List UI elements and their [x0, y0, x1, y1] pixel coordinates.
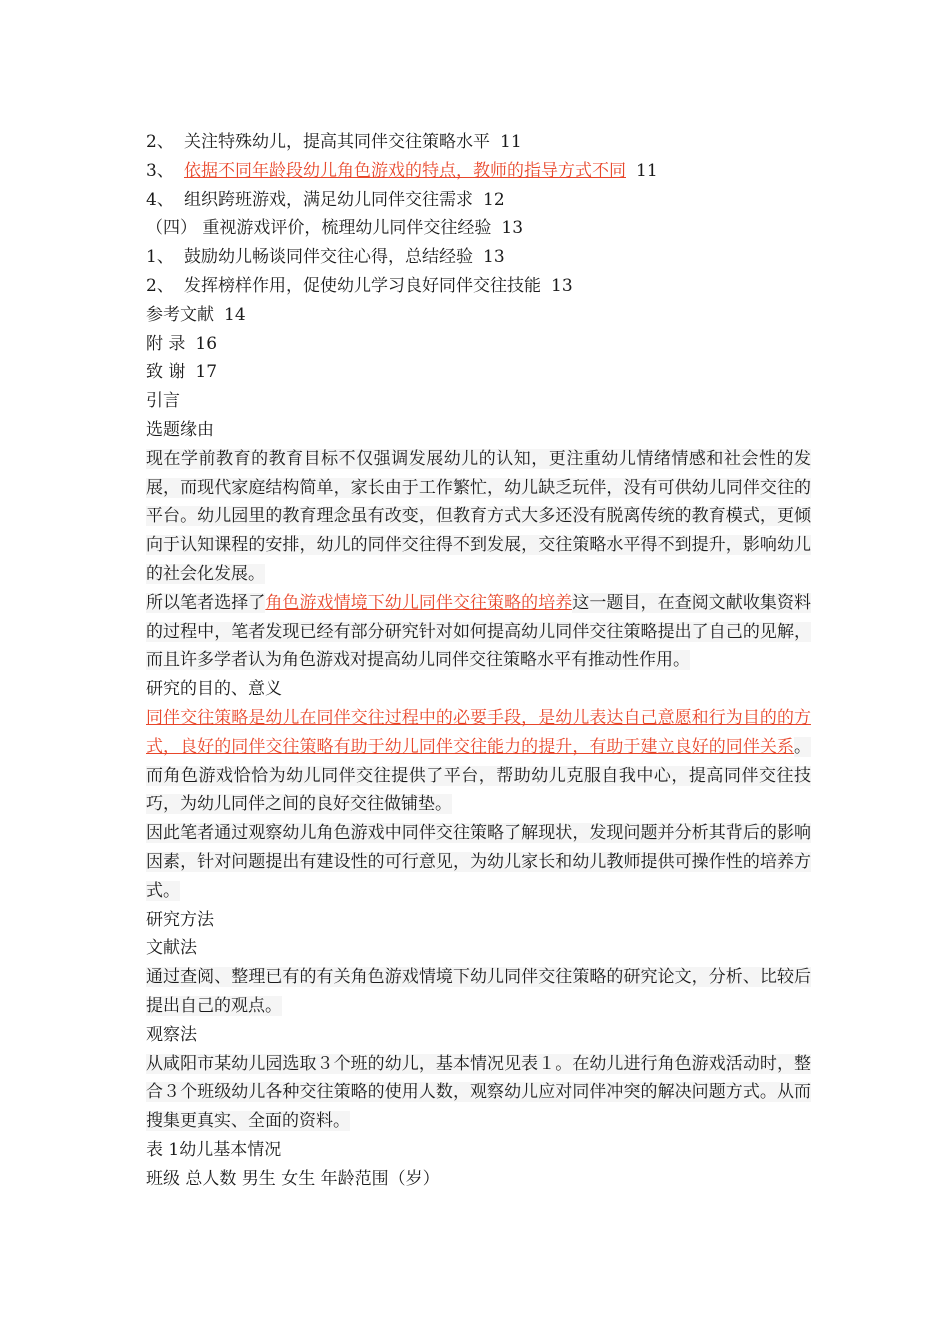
- toc-item-appendix[interactable]: [146, 330, 811, 359]
- table-header-cell: 男生: [241, 1168, 276, 1189]
- toc-section-text: （四） 重视游戏评价，梳理幼儿同伴交往经验: [146, 218, 492, 239]
- paragraph-text: 这一题目，在查阅文献收集资料的过程中，笔者发现已经有部分研究针对如何提高幼儿同伴交往策略提出了自己的见解，而且许多学者认为角色游戏对提高幼儿同伴交往策略水平有推动性作用。: [146, 592, 812, 671]
- toc-text: 参考文献: [146, 304, 214, 325]
- toc-page: 12: [483, 189, 505, 210]
- heading-purpose: 研究的目的、意义: [146, 679, 282, 700]
- toc-number: 2、: [146, 275, 174, 296]
- toc-text: 附 录: [146, 333, 186, 354]
- paragraph: [146, 1050, 811, 1136]
- toc-page: 13: [483, 247, 505, 268]
- paragraph: [146, 445, 811, 589]
- table-header-cell: 女生: [281, 1168, 316, 1189]
- toc-item[interactable]: [146, 272, 811, 301]
- paragraph-text: 现在学前教育的教育目标不仅强调发展幼儿的认知，更注重幼儿情绪情感和社会性的发展，而现代家庭结构简单，家长由于工作繁忙，幼儿缺乏玩伴，没有可供幼儿同伴交往的平台。幼儿园里的教育理念虽有改变，但教育方式大多还没有脱离传统的教育模式，更倾向于认知课程的安排，幼儿的同伴交往得不到发展，交往策略水平得不到提升，影响幼儿的社会化发展。: [146, 448, 811, 584]
- definition-link[interactable]: 同伴交往策略是幼儿在同伴交往过程中的必要手段，是幼儿表达自己意愿和行为目的的方式，良好的同伴交往策略有助于幼儿同伴交往能力的提升，有助于建立良好的同伴关系: [146, 707, 811, 757]
- toc-page: 13: [551, 275, 573, 296]
- table-header-row: [146, 1165, 811, 1194]
- toc-text: 关注特殊幼儿，提高其同伴交往策略水平: [184, 132, 490, 152]
- toc-page: 11: [636, 160, 658, 181]
- table-header-cell: 班级: [146, 1168, 180, 1189]
- toc-item[interactable]: [146, 186, 811, 215]
- heading-methods: 研究方法: [146, 909, 214, 930]
- table-header-cell: 年龄范围（岁）: [320, 1168, 440, 1189]
- toc-text: 组织跨班游戏，满足幼儿同伴交往需求: [184, 189, 473, 210]
- paragraph: [146, 704, 811, 819]
- paragraph: [146, 819, 811, 905]
- paragraph: [146, 589, 811, 675]
- toc-item[interactable]: [146, 157, 811, 186]
- toc-page: 13: [501, 218, 524, 239]
- toc-text: 鼓励幼儿畅谈同伴交往心得，总结经验: [184, 247, 473, 268]
- toc-page: 14: [224, 304, 246, 325]
- toc-item[interactable]: [146, 243, 811, 272]
- table-header-cell: 总人数: [185, 1168, 237, 1189]
- toc-page: 16: [195, 333, 218, 354]
- toc-page: 11: [500, 132, 522, 152]
- paragraph-text: 因此笔者通过观察幼儿角色游戏中同伴交往策略了解现状，发现问题并分析其背后的影响因素，针对问题提出有建设性的可行意见，为幼儿家长和幼儿教师提供可操作性的培养方式。: [146, 823, 811, 901]
- paragraph-text: 通过查阅、整理已有的有关角色游戏情境下幼儿同伴交往策略的研究论文，分析、比较后提出自己的观点。: [146, 967, 811, 1016]
- paragraph: [146, 963, 811, 1021]
- toc-page: 17: [195, 362, 218, 383]
- paragraph-text: 从咸阳市某幼儿园选取３个班的幼儿，基本情况见表１。在幼儿进行角色游戏活动时，整合３个班级幼儿各种交往策略的使用人数，观察幼儿应对同伴冲突的解决问题方式。从而搜集更真实、全面的资料。: [146, 1053, 811, 1132]
- toc-section[interactable]: [146, 214, 811, 243]
- toc-text: 发挥榜样作用，促使幼儿学习良好同伴交往技能: [184, 275, 541, 296]
- toc-number: 1、: [146, 247, 174, 268]
- heading-intro: 引言: [146, 391, 180, 412]
- toc-item-references[interactable]: [146, 301, 811, 330]
- toc-text: 致 谢: [146, 362, 186, 383]
- toc-link-text[interactable]: 依据不同年龄段幼儿角色游戏的特点，教师的指导方式不同: [184, 160, 626, 181]
- table-caption: 表 1幼儿基本情况: [146, 1139, 282, 1160]
- paragraph-text: 。而角色游戏恰恰为幼儿同伴交往提供了平台，帮助幼儿克服自我中心，提高同伴交往技巧，为幼儿同伴之间的良好交往做铺垫。: [146, 736, 811, 815]
- document-content: [146, 128, 811, 1193]
- heading-observation: 观察法: [146, 1024, 197, 1045]
- heading-literature: 文献法: [146, 938, 197, 959]
- toc-number: 4、: [146, 189, 174, 210]
- toc-item[interactable]: [146, 128, 811, 157]
- topic-link[interactable]: 角色游戏情境下幼儿同伴交往策略的培养: [265, 592, 573, 613]
- toc-number: 2、: [146, 132, 174, 152]
- toc-item-acknowledgements[interactable]: [146, 358, 811, 387]
- toc-number: 3、: [146, 160, 174, 181]
- paragraph-text: 所以笔者选择了: [146, 592, 266, 613]
- heading-reason: 选题缘由: [146, 419, 214, 440]
